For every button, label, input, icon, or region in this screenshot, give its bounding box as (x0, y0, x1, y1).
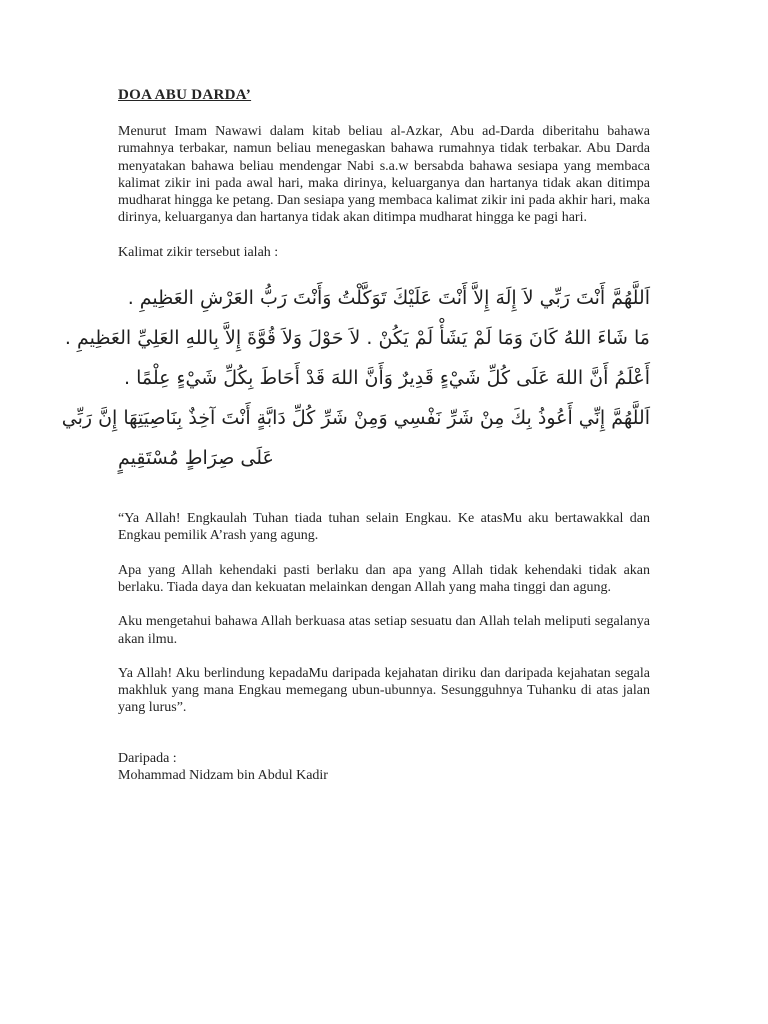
attribution-block (118, 750, 650, 785)
zikir-intro-line: Kalimat zikir tersebut ialah : (118, 244, 279, 260)
document-title: DOA ABU DARDA’ (118, 87, 252, 103)
intro-paragraph: Menurut Imam Nawawi dalam kitab beliau al-Azkar, Abu ad-Darda diberitahu bahawa rumahnya terbakar, namun beliau menegaskan bahawa rumahnya tidak terbakar. Abu Darda menyatakan bahawa beliau mendengar Nabi s.a.w bersabda bahawa sesiapa yang membaca kalimat zikir ini pada awal hari, maka dirinya, keluarganya dan hartanya tidak akan ditimpa mudharat hingga ke petang. Dan sesiapa yang membaca kalimat zikir ini pada akhir hari, maka dirinya, keluarganya dan hartanya tidak akan ditimpa mudharat hingga ke pagi hari. (118, 124, 650, 226)
attribution-label: Daripada : (118, 750, 177, 766)
arabic-dua-block (61, 278, 650, 478)
arabic-line-1: اَللَّهُمَّ أَنْتَ رَبِّي لاَ إِلَهَ إِلاَّ أَنْتَ عَلَيْكَ تَوَكَّلْتُ وَأَنْتَ رَبُّ العَرْشِ العَظِيمِ . (127, 287, 650, 310)
arabic-line-3: أَعْلَمُ أَنَّ اللهَ عَلَى كُلِّ شَيْءٍ قَدِيرٌ وَأَنَّ اللهَ قَدْ أَحَاطَ بِكُلِّ شَيْءٍ عِلْمًا . (124, 367, 650, 390)
arabic-line-2: مَا شَاءَ اللهُ كَانَ وَمَا لَمْ يَشَأْ لَمْ يَكُنْ . لاَ حَوْلَ وَلاَ قُوَّةَ إِلاَّ بِاللهِ العَلِيِّ العَظِيمِ . (64, 327, 650, 350)
translation-paragraph-3: Aku mengetahui bahawa Allah berkuasa atas setiap sesuatu dan Allah telah meliputi segalanya akan ilmu. (118, 614, 650, 647)
translation-paragraph-1: “Ya Allah! Engkaulah Tuhan tiada tuhan selain Engkau. Ke atasMu aku bertawakkal dan Engkau pemilik A’rash yang agung. (118, 511, 650, 544)
translation-paragraph-2: Apa yang Allah kehendaki pasti berlaku dan apa yang Allah tidak kehendaki tidak akan berlaku. Tiada daya dan kekuatan melainkan dengan Allah yang maha tinggi dan agung. (118, 562, 650, 595)
arabic-line-4: اَللَّهُمَّ إِنِّي أَعُوذُ بِكَ مِنْ شَرِّ نَفْسِي وَمِنْ شَرِّ كُلِّ دَابَّةٍ أَنْتَ آخِذٌ بِنَاصِيَتِهَا إِنَّ رَبِّي (61, 407, 650, 430)
arabic-line-5: عَلَى صِرَاطٍ مُسْتَقِيمٍ (118, 447, 274, 470)
document-content (61, 86, 650, 784)
attribution-author: Mohammad Nidzam bin Abdul Kadir (118, 768, 328, 784)
translation-paragraph-4: Ya Allah! Aku berlindung kepadaMu daripada kejahatan diriku dan daripada kejahatan segala makhluk yang mana Engkau memegang ubun-ubunnya. Sesungguhnya Tuhanku di atas jalan yang lurus”. (118, 665, 650, 716)
